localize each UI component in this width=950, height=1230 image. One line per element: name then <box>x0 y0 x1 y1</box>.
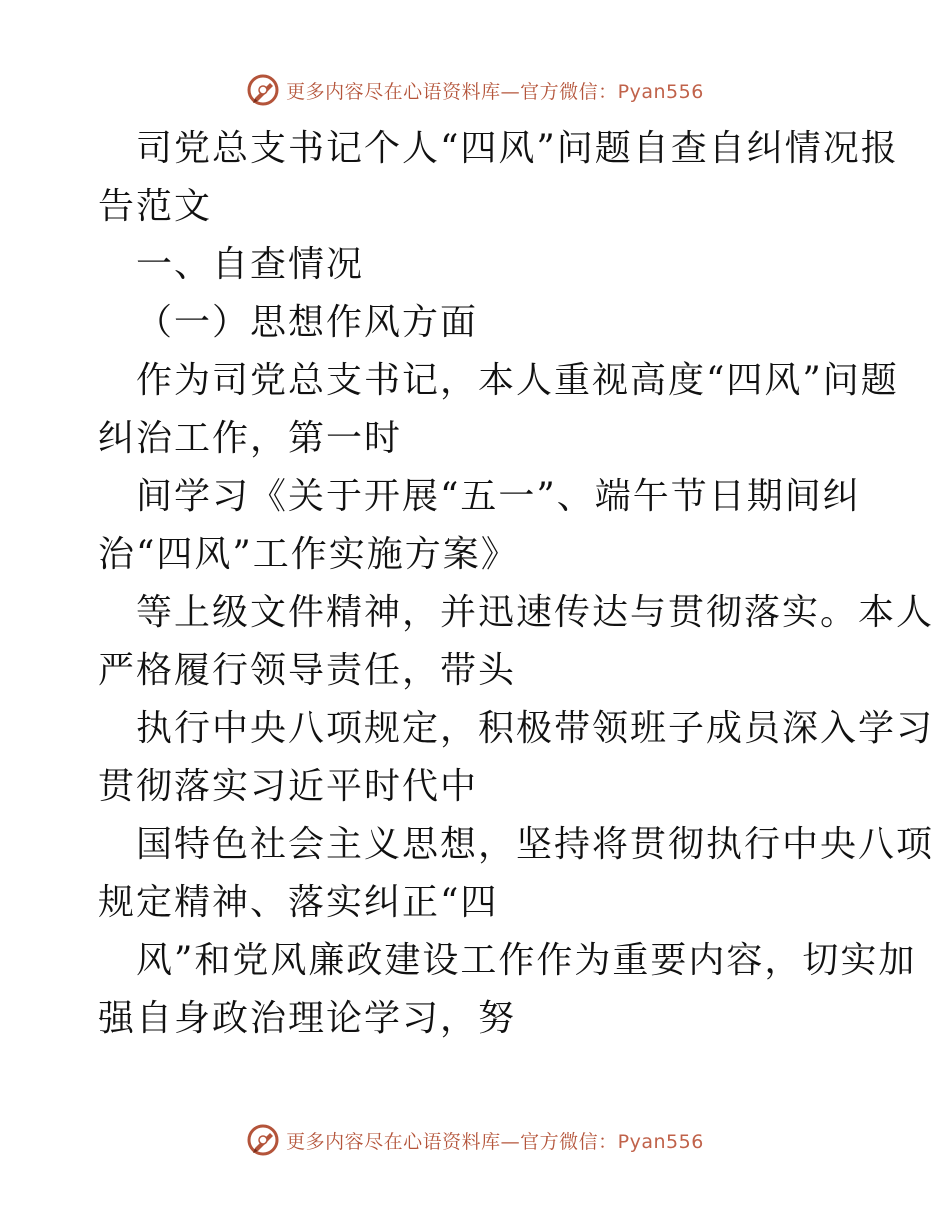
doc-line: 国特色社会主义思想，坚持将贯彻执行中央八项 <box>136 824 935 865</box>
banner-caption: 更多内容尽在心语资料库—官方微信： <box>286 80 618 103</box>
banner-wechat-id: Pyan556 <box>617 1130 704 1153</box>
doc-line: 纠治工作，第一时 <box>98 418 403 459</box>
doc-line: 执行中央八项规定，积极带领班子成员深入学习 <box>136 708 935 749</box>
doc-line: 告范文 <box>98 186 213 227</box>
pen-logo-icon <box>246 73 280 107</box>
banner-text <box>286 1127 704 1154</box>
doc-line: 治“四风”工作实施方案》 <box>98 534 519 575</box>
doc-line: 等上级文件精神，并迅速传达与贯彻落实。本人 <box>136 592 935 633</box>
banner-wechat-id: Pyan556 <box>617 80 704 103</box>
doc-line: （一）思想作风方面 <box>136 302 479 343</box>
doc-line: 强自身政治理论学习，努 <box>98 998 517 1039</box>
doc-line: 一、自查情况 <box>136 244 365 285</box>
doc-line: 严格履行领导责任，带头 <box>98 650 517 691</box>
pen-logo-icon <box>246 1123 280 1157</box>
doc-line: 间学习《关于开展“五一”、端午节日期间纠 <box>136 476 861 517</box>
banner-text <box>286 77 704 104</box>
header-banner <box>0 70 950 110</box>
doc-line: 风”和党风廉政建设工作作为重要内容，切实加 <box>136 940 917 981</box>
banner-caption: 更多内容尽在心语资料库—官方微信： <box>286 1130 618 1153</box>
doc-line: 贯彻落实习近平时代中 <box>98 766 479 807</box>
doc-line: 规定精神、落实纠正“四 <box>98 882 499 923</box>
doc-line: 作为司党总支书记，本人重视高度“四风”问题 <box>136 360 899 401</box>
doc-line: 司党总支书记个人“四风”问题自查自纠情况报 <box>136 128 899 169</box>
footer-banner <box>0 1120 950 1160</box>
document-body <box>98 120 935 1048</box>
